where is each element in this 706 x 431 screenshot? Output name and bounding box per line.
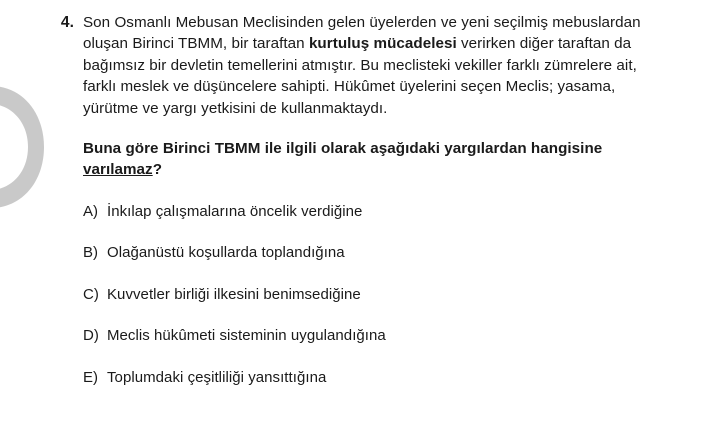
- stem-text-part2: verirken diğer taraftan da bağımsız bir devletin temellerini atmıştır. Bu meclisteki vekiller farklı zümrelere ait, farklı meslek ve düşüncelere sahipti. Hükûmet üyelerini seçen Meclis; yasama, yürütme ve yargı yetkisini de kullanmaktaydı.: [83, 35, 637, 117]
- question-block: [48, 12, 644, 408]
- options-list: [83, 201, 643, 388]
- question-number: 4.: [60, 14, 74, 31]
- stem-text-bold: kurtuluş mücadelesi: [308, 35, 457, 53]
- option-b-letter: B): [83, 244, 99, 262]
- option-e-letter: E): [83, 368, 99, 386]
- prompt-part1: Buna göre Birinci TBMM ile ilgili olarak aşağıdaki yargılardan hangisine: [83, 140, 603, 158]
- stem-text-part1: Son Osmanlı Mebusan Meclisinden gelen üyelerden ve yeni seçilmiş mebuslardan oluşan Birinci TBMM, bir taraftan: [83, 14, 641, 53]
- option-d-text: Meclis hükûmeti sisteminin uygulandığına: [107, 327, 386, 345]
- question-header: [48, 12, 644, 119]
- option-b[interactable]: [83, 242, 643, 263]
- option-a-text: İnkılap çalışmalarına öncelik verdiğine: [107, 202, 363, 220]
- prompt-underlined: varılamaz: [83, 161, 153, 179]
- option-a-letter: A): [83, 202, 99, 220]
- option-a[interactable]: [83, 201, 643, 222]
- option-e[interactable]: [83, 367, 643, 388]
- option-e-text: Toplumdaki çeşitliliği yansıttığına: [107, 368, 327, 386]
- option-d[interactable]: [83, 325, 643, 346]
- option-d-letter: D): [83, 327, 99, 345]
- prompt-part2: ?: [152, 161, 163, 179]
- option-c-letter: C): [83, 285, 99, 303]
- option-c[interactable]: [83, 284, 643, 305]
- option-c-text: Kuvvetler birliği ilkesini benimsediğine: [107, 285, 361, 303]
- question-prompt: [83, 138, 643, 181]
- option-b-text: Olağanüstü koşullarda toplandığına: [107, 244, 345, 262]
- question-stem: [83, 12, 644, 119]
- quarter-arc-decoration-icon: [0, 86, 48, 208]
